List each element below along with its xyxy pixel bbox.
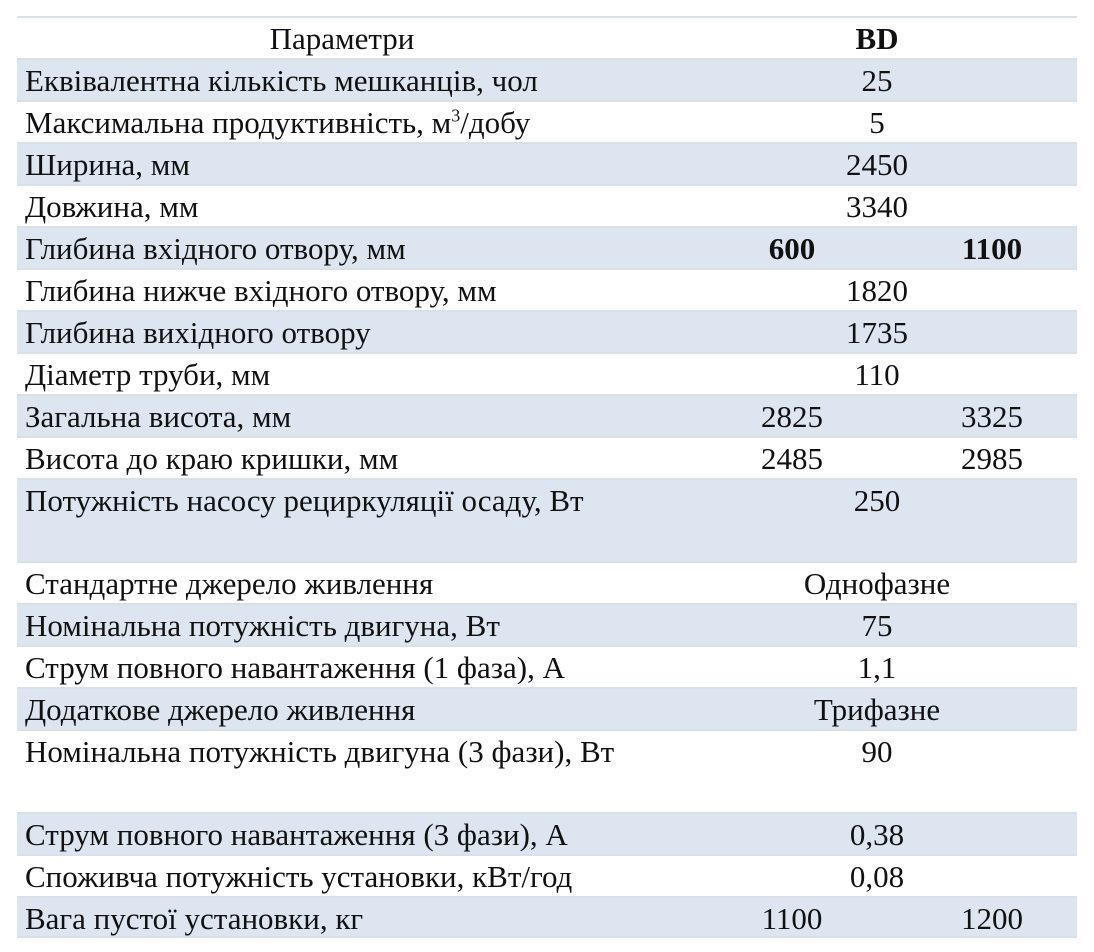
row-value-b: 3325 — [961, 399, 1023, 434]
row-value: 1820 — [846, 273, 908, 308]
row-value: 90 — [861, 734, 893, 769]
row-label: Споживча потужність установки, кВт/год — [25, 859, 573, 894]
row-label: Стандартне джерело живлення — [25, 566, 434, 601]
row-label: Струм повного навантаження (1 фаза), А — [25, 650, 565, 685]
row-label: Висота до краю кришки, мм — [25, 441, 399, 476]
row-value: 0,08 — [849, 859, 905, 894]
row-label: Ширина, мм — [25, 147, 191, 182]
row-value: 0,38 — [849, 817, 905, 852]
row-label: Діаметр труби, мм — [25, 357, 271, 392]
row-label: Загальна висота, мм — [25, 399, 292, 434]
table-row — [17, 812, 1077, 854]
row-label: Довжина, мм — [25, 189, 199, 224]
row-value: 5 — [869, 105, 885, 140]
row-value-b: 1100 — [961, 231, 1023, 266]
row-label: Потужність насосу рециркуляції осаду, Вт — [25, 483, 584, 518]
row-label: Глибина вихідного отвору — [25, 315, 371, 350]
row-value-a: 2825 — [761, 399, 823, 434]
table-row — [17, 58, 1077, 100]
table-row — [17, 896, 1077, 938]
row-value-b: 2985 — [961, 441, 1023, 476]
row-value: 1,1 — [857, 650, 897, 685]
row-value: 3340 — [846, 189, 908, 224]
row-value: 110 — [854, 357, 900, 392]
header-param: Параметри — [269, 21, 415, 56]
row-value: 25 — [861, 63, 893, 98]
table-row — [17, 100, 1077, 142]
table-row — [17, 687, 1077, 729]
table-header-row — [17, 16, 1077, 58]
label-text: /добу — [460, 105, 531, 140]
row-label: Додаткове джерело живлення — [25, 692, 416, 727]
table-row — [17, 561, 1077, 603]
row-value: Трифазне — [813, 692, 941, 727]
table-row — [17, 310, 1077, 352]
row-value-a: 600 — [768, 231, 816, 266]
row-label: Глибина вхідного отвору, мм — [25, 231, 406, 266]
table-row — [17, 226, 1077, 268]
header-model: BD — [855, 21, 899, 56]
label-superscript: 3 — [451, 105, 461, 126]
table-row — [17, 394, 1077, 436]
row-value: Однофазне — [803, 566, 951, 601]
row-value-a: 2485 — [761, 441, 823, 476]
row-value-b: 1200 — [961, 901, 1023, 936]
row-label: Вага пустої установки, кг — [25, 901, 364, 936]
row-label — [25, 102, 645, 143]
table-row — [17, 478, 1077, 561]
row-label: Глибина нижче вхідного отвору, мм — [25, 273, 497, 308]
table-row — [17, 436, 1077, 478]
table-row — [17, 268, 1077, 310]
table-row — [17, 729, 1077, 812]
row-value: 2450 — [846, 147, 908, 182]
row-value: 250 — [853, 483, 901, 518]
specs-table — [17, 16, 1077, 938]
row-label: Номінальна потужність двигуна (3 фази), Вт — [25, 734, 615, 769]
row-value: 1735 — [846, 315, 908, 350]
row-value: 75 — [861, 608, 893, 643]
table-row — [17, 645, 1077, 687]
row-label: Номінальна потужність двигуна, Вт — [25, 608, 500, 643]
label-text: Максимальна продуктивність, м — [25, 105, 452, 140]
row-label: Еквівалентна кількість мешканців, чол — [25, 63, 538, 98]
table-row — [17, 142, 1077, 184]
table-row — [17, 352, 1077, 394]
row-value-a: 1100 — [761, 901, 823, 936]
table-row — [17, 603, 1077, 645]
table-row — [17, 854, 1077, 896]
row-label: Струм повного навантаження (3 фази), А — [25, 817, 568, 852]
table-row — [17, 184, 1077, 226]
